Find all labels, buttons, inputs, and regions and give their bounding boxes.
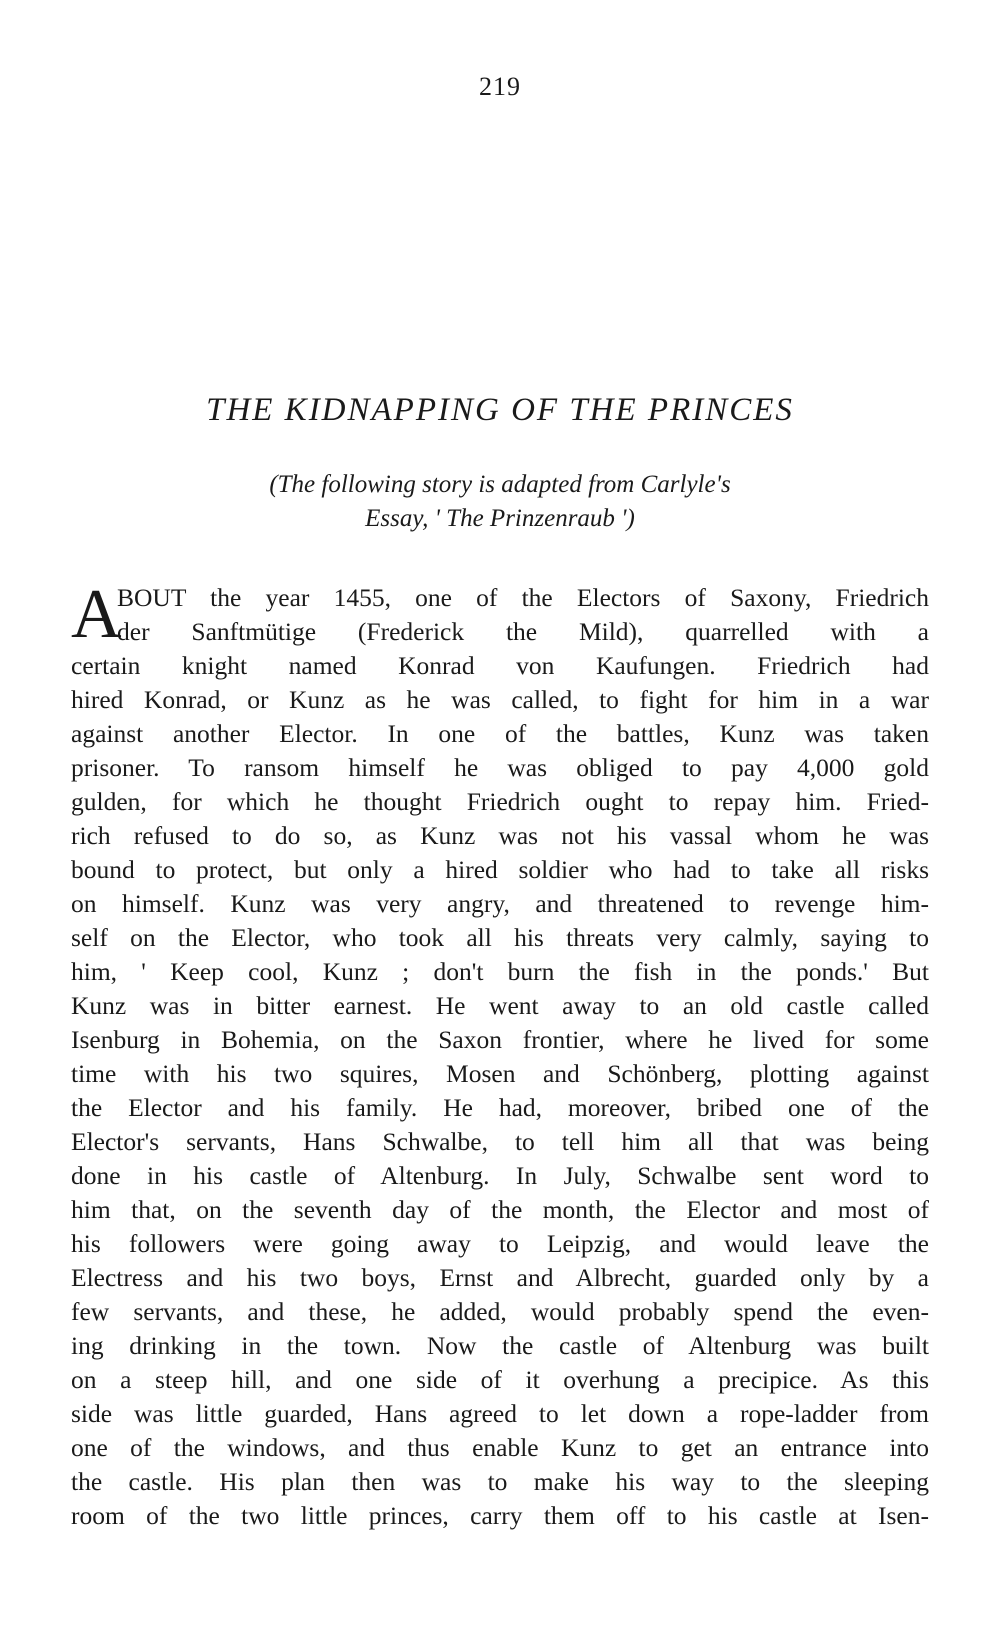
text-line: Isenburg in Bohemia, on the Saxon frontier, where he lived for some [71, 1025, 929, 1054]
text-line: time with his two squires, Mosen and Schönberg, plotting against [71, 1059, 929, 1088]
text-line: bound to protect, but only a hired soldier who had to take all risks [71, 855, 929, 884]
subtitle-line-1: (The following story is adapted from Carlyle's [269, 471, 731, 498]
body-text [71, 576, 929, 1533]
text-line: prisoner. To ransom himself he was obliged to pay 4,000 gold [71, 753, 929, 782]
text-line: self on the Elector, who took all his threats very calmly, saying to [71, 923, 929, 952]
text-line: one of the windows, and thus enable Kunz to get an entrance into [71, 1433, 929, 1462]
text-line: side was little guarded, Hans agreed to let down a rope-ladder from [71, 1399, 929, 1428]
text-line: Elector's servants, Hans Schwalbe, to tell him all that was being [71, 1127, 929, 1156]
text-line: certain knight named Konrad von Kaufungen. Friedrich had [71, 651, 929, 680]
text-line: Electress and his two boys, Ernst and Albrecht, guarded only by a [71, 1263, 929, 1292]
text-line: gulden, for which he thought Friedrich ought to repay him. Fried- [71, 787, 929, 816]
text-line: rich refused to do so, as Kunz was not his vassal whom he was [71, 821, 929, 850]
text-line: few servants, and these, he added, would probably spend the even- [71, 1297, 929, 1326]
text-line: BOUT the year 1455, one of the Electors of Saxony, Friedrich [117, 583, 929, 612]
page-number: 219 [479, 72, 521, 101]
text-line: on himself. Kunz was very angry, and threatened to revenge him- [71, 889, 929, 918]
text-line: der Sanftmütige (Frederick the Mild), quarrelled with a [117, 617, 929, 646]
text-line: on a steep hill, and one side of it overhung a precipice. As this [71, 1365, 929, 1394]
text-line: room of the two little princes, carry them off to his castle at Isen- [71, 1501, 929, 1530]
text-line: Kunz was in bitter earnest. He went away to an old castle called [71, 991, 929, 1020]
page-title: THE KIDNAPPING OF THE PRINCES [206, 392, 794, 428]
text-line: the castle. His plan then was to make his way to the sleeping [71, 1467, 929, 1496]
text-line: hired Konrad, or Kunz as he was called, to fight for him in a war [71, 685, 929, 714]
text-line: him that, on the seventh day of the month, the Elector and most of [71, 1195, 929, 1224]
text-line: him, ' Keep cool, Kunz ; don't burn the fish in the ponds.' But [71, 957, 929, 986]
text-line: his followers were going away to Leipzig, and would leave the [71, 1229, 929, 1258]
drop-cap: A [71, 576, 122, 653]
text-line: done in his castle of Altenburg. In July, Schwalbe sent word to [71, 1161, 929, 1190]
subtitle-line-2: Essay, ' The Prinzenraub ') [365, 505, 635, 532]
text-line: the Elector and his family. He had, moreover, bribed one of the [71, 1093, 929, 1122]
text-line: ing drinking in the town. Now the castle of Altenburg was built [71, 1331, 929, 1360]
text-line: against another Elector. In one of the battles, Kunz was taken [71, 719, 929, 748]
subtitle [0, 468, 1000, 536]
